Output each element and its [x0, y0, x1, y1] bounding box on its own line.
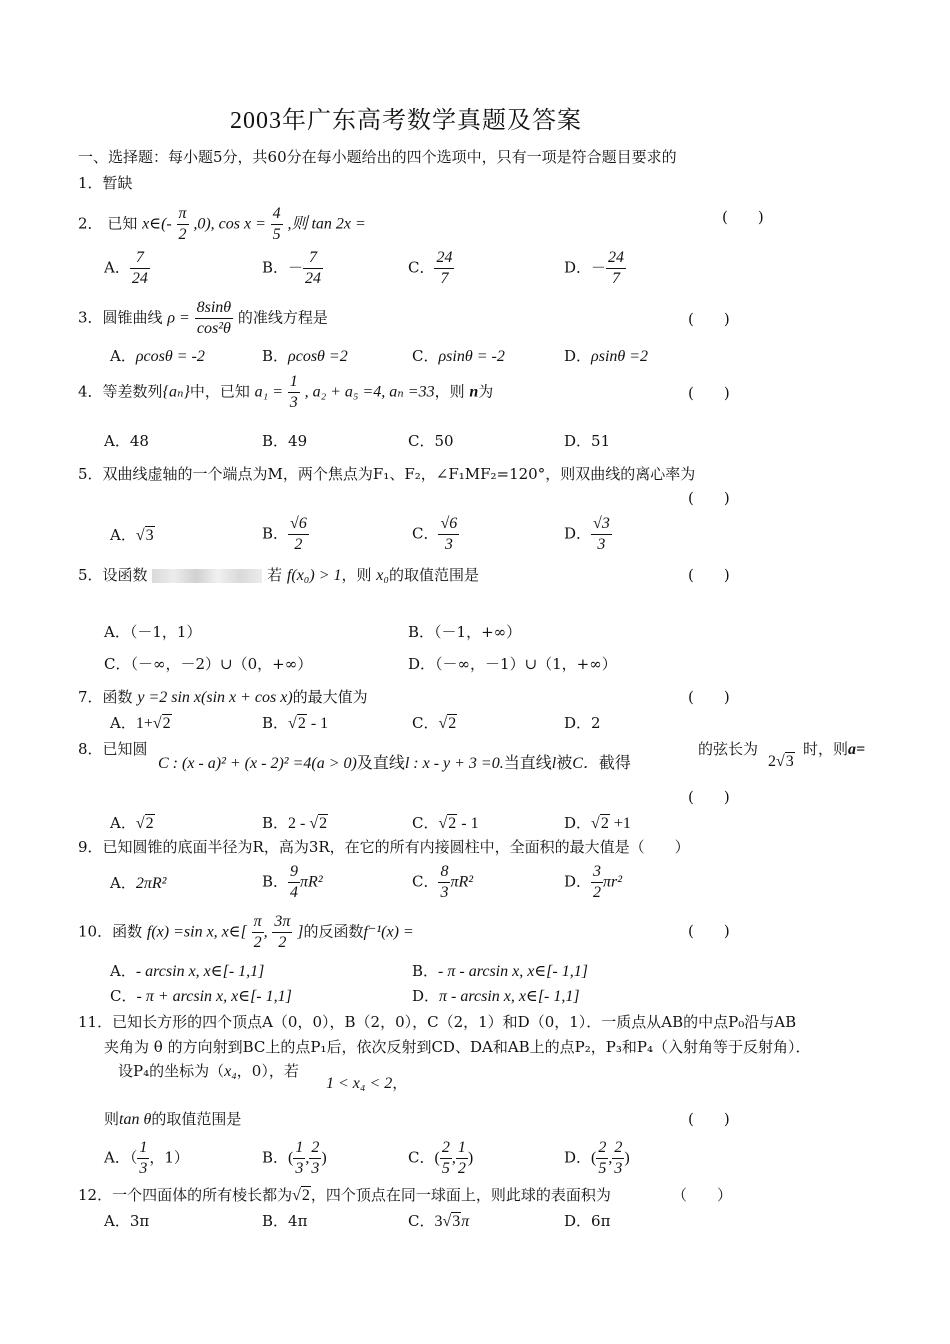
- question-10: 10．函数 f(x) =sin x, x∈[ $\frac{\pi}{2}$ , $\frac{3\pi}{2}$ ]的反函数f⁻¹(x) =: [78, 913, 414, 951]
- question-9: 9．已知圆锥的底面半径为R，高为3R，在它的所有内接圆柱中，全面积的最大值是（ ）: [78, 838, 690, 856]
- option-c: C．( $\frac{2}{5}$ , $\frac{1}{2}$ ): [408, 1139, 474, 1177]
- option-c: C．50: [408, 432, 454, 450]
- question-4: 4．等差数列{aₙ}中，已知 a₁ = $\frac{1}{3}$ , a₂ + a₅ =4, aₙ =33，则 n为: [78, 373, 494, 411]
- question-1: 1．暂缺: [78, 174, 133, 192]
- option-b: B．( $\frac{1}{3}$ , $\frac{2}{3}$ ): [262, 1139, 327, 1177]
- option-c: C．3√3π: [408, 1212, 470, 1230]
- question-5b: 5．设函数 若 f(x₀) > 1，则 x₀的取值范围是: [78, 566, 479, 584]
- math-expr: x∈(-: [142, 215, 172, 233]
- option-a: A．√2: [110, 814, 154, 832]
- option-b: B．- π - arcsin x, x∈[- 1,1]: [412, 962, 588, 980]
- answer-paren: （ ）: [672, 1186, 733, 1204]
- answer-paren: ( ): [722, 208, 764, 226]
- option-c: C．√2 - 1: [412, 814, 479, 832]
- option-a: A．2πR²: [110, 874, 167, 892]
- option-a: A．- arcsin x, x∈[- 1,1]: [110, 962, 265, 980]
- question-3: 3．圆锥曲线 ρ = $\frac{8\sin\theta}{\text{cos²θ}}$ 的准线方程是: [78, 299, 328, 337]
- option-b: B．－ $\frac{7}{24}$: [262, 249, 322, 287]
- math-expr: ,则 tan 2x =: [287, 215, 366, 233]
- option-d: D．ρsinθ =2: [564, 347, 649, 365]
- option-c: C．ρsinθ = -2: [412, 347, 505, 365]
- answer-paren: ( ): [688, 489, 730, 507]
- option-b: B．ρcosθ =2: [262, 347, 348, 365]
- option-a: A．3π: [104, 1212, 150, 1230]
- answer-paren: ( ): [688, 922, 730, 940]
- option-d: D． $\frac{3}{2}$ πr²: [564, 863, 623, 901]
- option-a: A． $\frac{7}{24}$: [104, 249, 148, 287]
- option-d: D．√2 +1: [564, 814, 631, 832]
- fraction: $\frac{4}{5}$: [272, 205, 281, 243]
- answer-paren: ( ): [688, 788, 730, 806]
- question-11-line4: 则tan θ的取值范围是: [104, 1110, 242, 1128]
- blurred-formula: [152, 569, 262, 583]
- option-c: C． $\frac{24}{7}$: [408, 249, 453, 287]
- answer-paren: ( ): [688, 1110, 730, 1128]
- question-8-end: 时，则a=: [803, 740, 866, 758]
- option-c: C．（－∞，－2）∪（0，+∞）: [104, 655, 313, 673]
- answer-paren: ( ): [688, 310, 730, 328]
- answer-paren: ( ): [688, 566, 730, 584]
- answer-paren: ( ): [688, 688, 730, 706]
- section-heading: 一、选择题：每小题5分，共60分在每小题给出的四个选项中，只有一项是符合题目要求的: [78, 148, 677, 166]
- question-8-tail: 的弦长为: [698, 740, 759, 758]
- stem-text: 已知: [107, 214, 138, 233]
- question-12: 12．一个四面体的所有棱长都为√2，四个顶点在同一球面上，则此球的表面积为: [78, 1186, 611, 1204]
- option-b: B．4π: [262, 1212, 308, 1230]
- option-b: B．49: [262, 432, 308, 450]
- page-title: 2003年广东高考数学真题及答案: [230, 108, 582, 134]
- option-b: B． $\frac{√6}{2}$: [262, 515, 307, 553]
- question-2: [78, 204, 366, 245]
- option-d: D．－ $\frac{24}{7}$: [564, 249, 625, 287]
- option-d: D．( $\frac{2}{5}$ , $\frac{2}{3}$ ): [564, 1139, 630, 1177]
- answer-paren: ( ): [688, 384, 730, 402]
- option-a: A．48: [104, 432, 149, 450]
- question-8-expr: C : (x - a)² + (x - 2)² =4(a > 0)及直线l : x - y + 3 =0.当直线l被C．截得: [158, 753, 631, 772]
- option-a: A．√3: [110, 526, 154, 544]
- fraction: $\frac{\pi}{2}$: [178, 205, 187, 243]
- question-11-line2: 夹角为 θ 的方向射到BC上的点P₁后，依次反射到CD、DA和AB上的点P₂，P₃和P₄（入射角等于反射角）．: [104, 1038, 811, 1056]
- question-11-cond: 1 < x₄ < 2，: [326, 1074, 408, 1092]
- option-b: B． $\frac{9}{4}$ πR²: [262, 863, 323, 901]
- option-d: D．51: [564, 432, 611, 450]
- question-11-line1: 11．已知长方形的四个顶点A（0，0），B（2，0），C（2，1）和D（0，1）．一质点从AB的中点P₀沿与AB: [78, 1013, 797, 1031]
- option-c: C．√2: [412, 714, 457, 732]
- option-b: B．2 - √2: [262, 814, 328, 832]
- question-5a: 5．双曲线虚轴的一个端点为M，两个焦点为F₁、F₂，∠F₁MF₂=120°，则双曲线的离心率为: [78, 465, 696, 483]
- option-d: D．2: [564, 714, 601, 732]
- question-7: 7．函数 y =2 sin x(sin x + cos x)的最大值为: [78, 688, 368, 706]
- option-d: D．π - arcsin x, x∈[- 1,1]: [412, 987, 580, 1005]
- option-d: D． $\frac{√3}{3}$: [564, 515, 610, 553]
- option-c: C． $\frac{√6}{3}$: [412, 515, 458, 553]
- option-d: D．6π: [564, 1212, 611, 1230]
- question-8-line1: 8．已知圆: [78, 740, 148, 758]
- option-a: A．（ $\frac{1}{3}$ ，1）: [104, 1139, 189, 1177]
- option-a: A．（－1，1）: [104, 623, 202, 641]
- chord-length: 2√3: [768, 753, 794, 770]
- math-expr: ,0), cos x =: [193, 215, 266, 233]
- question-11-line3: 设P₄的坐标为（x₄，0），若: [118, 1062, 299, 1080]
- option-c: C．- π + arcsin x, x∈[- 1,1]: [110, 987, 292, 1005]
- option-a: A．ρcosθ = -2: [110, 347, 205, 365]
- option-d: D．（－∞，－1）∪（1，+∞）: [408, 655, 617, 673]
- option-a: A．1+√2: [110, 714, 171, 732]
- option-b: B．（－1，+∞）: [408, 623, 522, 641]
- option-c: C． $\frac{8}{3}$ πR²: [412, 863, 474, 901]
- question-number: 2．: [78, 214, 103, 233]
- option-b: B．√2 - 1: [262, 714, 329, 732]
